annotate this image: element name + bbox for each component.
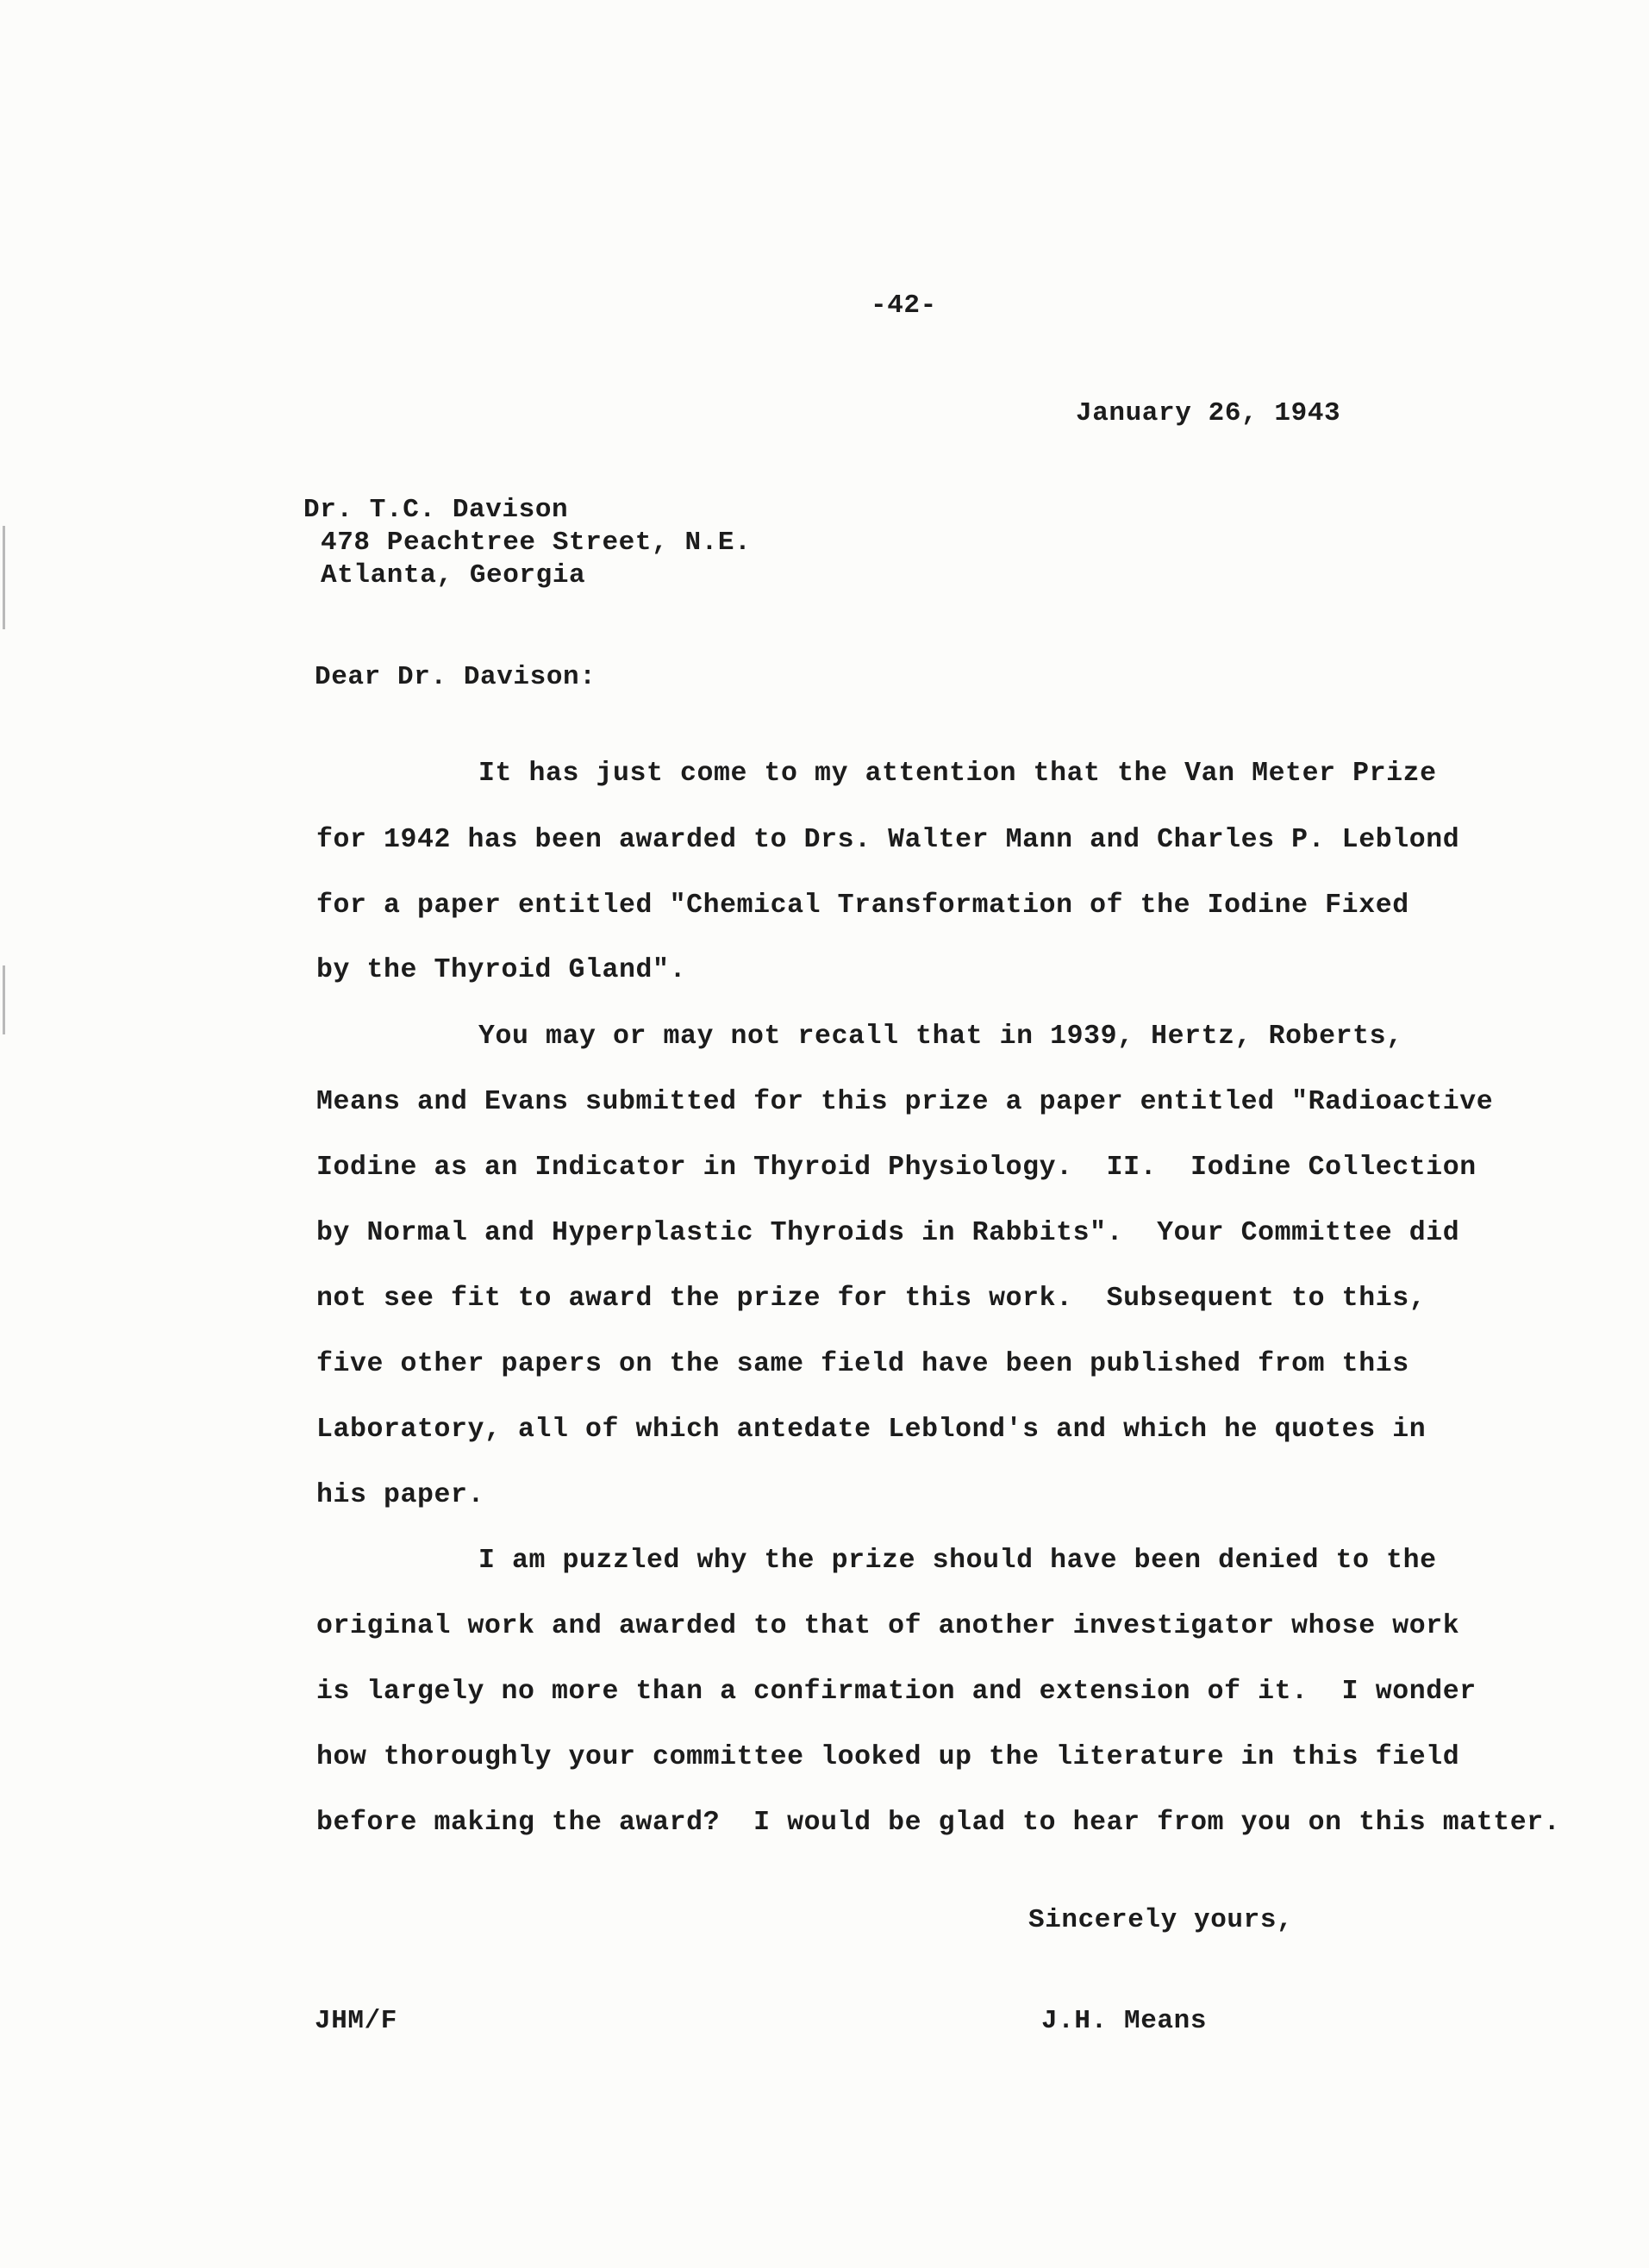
body-line: It has just come to my attention that the Van Meter Prize bbox=[478, 759, 1437, 789]
body-line: Means and Evans submitted for this prize a paper entitled "Radioactive bbox=[316, 1087, 1494, 1117]
body-line: Iodine as an Indicator in Thyroid Physiology. II. Iodine Collection bbox=[316, 1153, 1477, 1183]
salutation: Dear Dr. Davison: bbox=[315, 662, 597, 692]
body-line: for a paper entitled "Chemical Transformation of the Iodine Fixed bbox=[316, 890, 1409, 921]
body-line: five other papers on the same field have been published from this bbox=[316, 1349, 1409, 1379]
body-line: original work and awarded to that of another investigator whose work bbox=[316, 1611, 1460, 1641]
body-line: Laboratory, all of which antedate Leblond's and which he quotes in bbox=[316, 1415, 1427, 1445]
scan-edge-mark bbox=[3, 526, 5, 629]
recipient-city: Atlanta, Georgia bbox=[321, 560, 586, 590]
body-line: by the Thyroid Gland". bbox=[316, 955, 687, 985]
body-line: by Normal and Hyperplastic Thyroids in Rabbits". Your Committee did bbox=[316, 1218, 1460, 1248]
body-line: for 1942 has been awarded to Drs. Walter Mann and Charles P. Leblond bbox=[316, 825, 1460, 855]
body-line: not see fit to award the prize for this work. Subsequent to this, bbox=[316, 1284, 1427, 1314]
scan-edge-mark bbox=[3, 965, 5, 1034]
recipient-name: Dr. T.C. Davison bbox=[303, 495, 569, 525]
typist-initials: JHM/F bbox=[315, 2006, 398, 2036]
body-line: his paper. bbox=[316, 1480, 485, 1510]
body-line: You may or may not recall that in 1939, Hertz, Roberts, bbox=[478, 1022, 1403, 1052]
body-line: is largely no more than a confirmation and extension of it. I wonder bbox=[316, 1677, 1477, 1707]
letter-date: January 26, 1943 bbox=[1076, 398, 1341, 428]
body-line: before making the award? I would be glad to hear from you on this matter. bbox=[316, 1808, 1561, 1838]
closing: Sincerely yours, bbox=[1028, 1905, 1294, 1935]
body-line: how thoroughly your committee looked up the literature in this field bbox=[316, 1742, 1460, 1772]
body-line: I am puzzled why the prize should have been denied to the bbox=[478, 1546, 1437, 1576]
page-number: -42- bbox=[871, 291, 937, 321]
recipient-street: 478 Peachtree Street, N.E. bbox=[321, 528, 752, 558]
signer-name: J.H. Means bbox=[1041, 2006, 1208, 2036]
